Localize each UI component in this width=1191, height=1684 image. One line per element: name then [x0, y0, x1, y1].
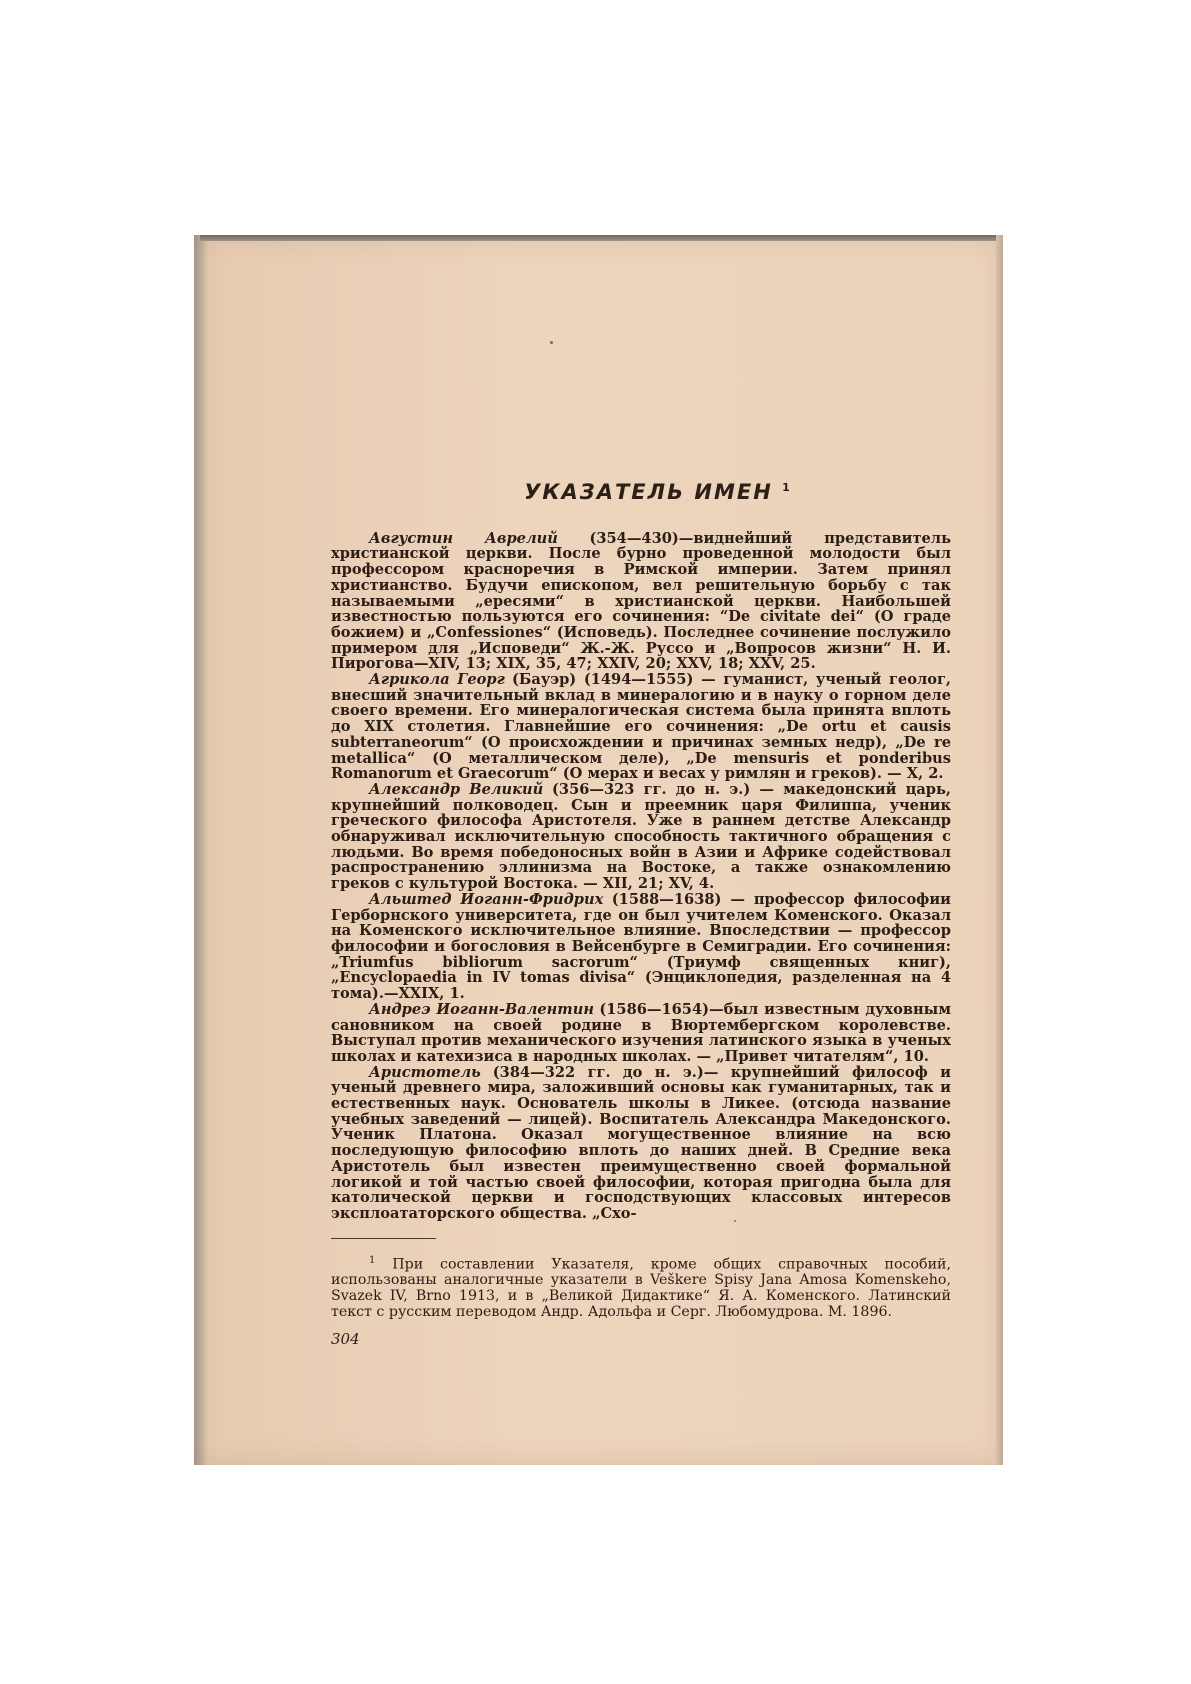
page-title-text: УКАЗАТЕЛЬ ИМЕН	[524, 480, 773, 504]
footnote-marker: 1	[369, 1254, 376, 1266]
index-entry-agrikola	[331, 672, 951, 782]
entry-text: (356—323 гг. до н. э.) — македонский царь, крупнейший полководец. Сын и преемник царя Филиппа, ученик греческого философа Аристотеля. Уже в раннем детстве Александр обнаруживал исключительную способность тактичного обращения с людьми. Во время победоносных войн в Азии и Африке содействовал распространению эллинизма на Востоке, а также ознакомлению греков с культурой Востока. — XII, 21; XV, 4.	[331, 780, 952, 893]
entry-text: (Бауэр) (1494—1555) — гуманист, ученый геолог, внесший значительный вклад в минералогию и в науку о горном деле своего времени. Его минералогическая система была принята вплоть до XIX столетия. Главнейшие его сочинения: „De ortu et causis subterraneorum“ (О происхождении и причинах земных недр), „De re metallica“ (О металлическом деле), „De mensuris et ponderibus Romanorum et Graecorum“ (О мерах и весах у римлян и греков). — X, 2.	[331, 671, 951, 783]
index-entry-aleksandr	[331, 782, 951, 892]
index-entry-aristotel	[331, 1065, 951, 1222]
entry-text: (1586—1654)—был известным духовным сановником на своей родине в Вюртембергском королевстве. Выступал против механического изучения латинского языка в ученых школах и катехизиса в народных школах. — „Привет читателям“, 10.	[331, 1000, 951, 1065]
page-title	[331, 480, 951, 504]
index-entry-andreae	[331, 1002, 951, 1065]
entry-name: Агрикола Георг	[369, 671, 505, 689]
entry-name: Аристотель	[369, 1063, 481, 1081]
entry-text: (384—322 гг. до н. э.)— крупнейший философ и ученый древнего мира, заложивший основы как гуманитарных, так и естественных наук. Основатель школы в Ликее. (отсюда название учебных заведений — лицей). Воспитатель Александра Македонского. Ученик Платона. Оказал могущественное влияние на всю последующую философию вплоть до наших дней. В Средние века Аристотель был известен преимущественно своей формальной логикой и той частью своей философии, которая пригодна была для католической церкви и господствующих классовых интересов эксплоататорского общества. „Схо-	[331, 1063, 952, 1222]
page-content	[331, 480, 951, 1348]
entry-name: Александр Великий	[369, 780, 544, 798]
entry-name: Альштед Иоганн-Фридрих	[369, 890, 604, 908]
footnote	[331, 1253, 951, 1321]
title-footnote-marker: 1	[782, 481, 790, 494]
entry-text: (354—430)—виднейший представитель христианской церкви. После бурно проведенной молодости был профессором красноречия в Римской империи. Затем принял христианство. Будучи епископом, вел решительную борьбу с так называемыми „ересями“ в христианской церкви. Наибольшей известностью пользуются его сочинения: “De civitate dei“ (О граде божием) и „Confessiones“ (Исповедь). Последнее сочинение послужило примером для „Исповеди“ Ж.-Ж. Руссо и „Вопросов жизни“ Н. И. Пирогова—XIV, 13; XIX, 35, 47; XXIV, 20; XXV, 18; XXV, 25.	[331, 529, 951, 673]
index-entry-avgustin	[331, 531, 951, 672]
entry-name: Августин Аврелий	[369, 529, 558, 547]
entry-name: Андреэ Иоганн-Валентин	[369, 1000, 594, 1018]
entry-text: (1588—1638) — профессор философии Герборнского университета, где он был учителем Коменского. Оказал на Коменского исключительное влияние. Впоследствии — профессор философии и богословия в Вейсенбурге в Семиградии. Его сочинения: „Triumfus bibliorum sacrorum“ (Триумф священных книг), „Encyclopaedia in IV tomas divisa“ (Энциклопедия, разделенная на 4 тома).—XXIX, 1.	[331, 890, 951, 1003]
footnote-divider	[331, 1238, 436, 1239]
page-number: 304	[331, 1330, 360, 1349]
index-entry-alshted	[331, 892, 951, 1002]
paper-speck	[550, 341, 553, 344]
footnote-text: При составлении Указателя, кроме общих справочных пособий, использованы аналогичные указатели в Veškere Spisy Jana Amosa Komenskeho, Svazek IV, Brno 1913, и в „Великой Дидактике“ Я. А. Коменского. Латинский текст с русским переводом Андр. Адольфа и Серг. Любомудрова. М. 1896.	[331, 1256, 951, 1321]
